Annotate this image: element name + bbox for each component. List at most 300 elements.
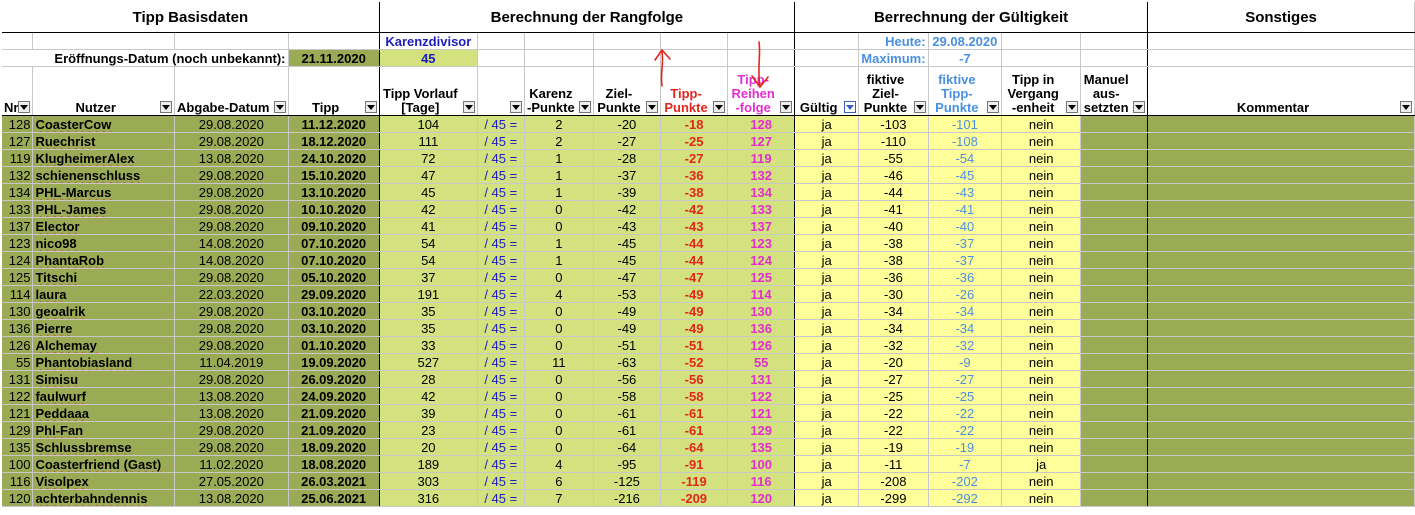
row-nr[interactable]: 133 [2,201,33,218]
row-kommentar[interactable] [1148,303,1415,320]
row-kommentar[interactable] [1148,184,1415,201]
row-fiktive-tipp-punkte[interactable]: -25 [928,388,1002,405]
row-gueltig[interactable]: ja [795,405,859,422]
row-ziel-punkte[interactable]: -63 [594,354,661,371]
row-tipp-punkte[interactable]: -44 [660,252,728,269]
row-abgabe-datum[interactable]: 29.08.2020 [175,320,288,337]
row-tipp-datum[interactable]: 21.09.2020 [288,422,379,439]
row-reihenfolge[interactable]: 137 [728,218,795,235]
row-nutzer[interactable]: Simisu [33,371,175,388]
row-karenz-punkte[interactable]: 0 [524,422,593,439]
row-manuel-aussetzten[interactable] [1081,337,1148,354]
row-tipp-vorlauf[interactable]: 45 [379,184,477,201]
row-karenz-punkte[interactable]: 0 [524,439,593,456]
row-nutzer[interactable]: Elector [33,218,175,235]
row-abgabe-datum[interactable]: 22.03.2020 [175,286,288,303]
row-kommentar[interactable] [1148,456,1415,473]
row-karenz-punkte[interactable]: 0 [524,303,593,320]
row-tipp-punkte[interactable]: -49 [660,320,728,337]
row-fiktive-tipp-punkte[interactable]: -26 [928,286,1002,303]
row-nr[interactable]: 120 [2,490,33,507]
row-kommentar[interactable] [1148,235,1415,252]
row-divisor[interactable]: / 45 = [477,201,524,218]
row-gueltig[interactable]: ja [795,167,859,184]
row-vergangenheit[interactable]: nein [1002,303,1081,320]
row-vergangenheit[interactable]: nein [1002,184,1081,201]
row-reihenfolge[interactable]: 128 [728,116,795,133]
row-tipp-datum[interactable]: 18.09.2020 [288,439,379,456]
row-tipp-punkte[interactable]: -18 [660,116,728,133]
row-gueltig[interactable]: ja [795,320,859,337]
row-nr[interactable]: 116 [2,473,33,490]
row-abgabe-datum[interactable]: 29.08.2020 [175,422,288,439]
row-gueltig[interactable]: ja [795,116,859,133]
row-divisor[interactable]: / 45 = [477,116,524,133]
row-karenz-punkte[interactable]: 6 [524,473,593,490]
row-fiktive-tipp-punkte[interactable]: -101 [928,116,1002,133]
row-vergangenheit[interactable]: nein [1002,371,1081,388]
row-tipp-punkte[interactable]: -91 [660,456,728,473]
row-fiktive-tipp-punkte[interactable]: -43 [928,184,1002,201]
row-tipp-vorlauf[interactable]: 39 [379,405,477,422]
row-abgabe-datum[interactable]: 29.08.2020 [175,218,288,235]
row-fiktive-ziel-punkte[interactable]: -40 [859,218,928,235]
row-divisor[interactable]: / 45 = [477,303,524,320]
row-tipp-datum[interactable]: 21.09.2020 [288,405,379,422]
row-nutzer[interactable]: Pierre [33,320,175,337]
row-manuel-aussetzten[interactable] [1081,218,1148,235]
row-manuel-aussetzten[interactable] [1081,167,1148,184]
row-tipp-datum[interactable]: 10.10.2020 [288,201,379,218]
row-divisor[interactable]: / 45 = [477,235,524,252]
row-abgabe-datum[interactable]: 29.08.2020 [175,269,288,286]
row-fiktive-tipp-punkte[interactable]: -37 [928,235,1002,252]
row-karenz-punkte[interactable]: 11 [524,354,593,371]
row-abgabe-datum[interactable]: 29.08.2020 [175,116,288,133]
row-reihenfolge[interactable]: 129 [728,422,795,439]
row-karenz-punkte[interactable]: 2 [524,133,593,150]
row-tipp-punkte[interactable]: -52 [660,354,728,371]
row-tipp-punkte[interactable]: -27 [660,150,728,167]
row-ziel-punkte[interactable]: -51 [594,337,661,354]
row-abgabe-datum[interactable]: 14.08.2020 [175,252,288,269]
row-fiktive-tipp-punkte[interactable]: -45 [928,167,1002,184]
row-tipp-punkte[interactable]: -61 [660,405,728,422]
row-nr[interactable]: 132 [2,167,33,184]
row-tipp-datum[interactable]: 07.10.2020 [288,235,379,252]
row-tipp-vorlauf[interactable]: 191 [379,286,477,303]
row-reihenfolge[interactable]: 136 [728,320,795,337]
row-nutzer[interactable]: faulwurf [33,388,175,405]
row-divisor[interactable]: / 45 = [477,439,524,456]
row-kommentar[interactable] [1148,388,1415,405]
row-reihenfolge[interactable]: 121 [728,405,795,422]
row-kommentar[interactable] [1148,218,1415,235]
row-tipp-datum[interactable]: 19.09.2020 [288,354,379,371]
row-kommentar[interactable] [1148,133,1415,150]
row-fiktive-tipp-punkte[interactable]: -19 [928,439,1002,456]
row-tipp-datum[interactable]: 03.10.2020 [288,320,379,337]
row-tipp-punkte[interactable]: -38 [660,184,728,201]
row-tipp-datum[interactable]: 29.09.2020 [288,286,379,303]
row-nr[interactable]: 130 [2,303,33,320]
row-vergangenheit[interactable]: nein [1002,337,1081,354]
row-tipp-vorlauf[interactable]: 189 [379,456,477,473]
row-vergangenheit[interactable]: ja [1002,456,1081,473]
row-tipp-punkte[interactable]: -56 [660,371,728,388]
row-fiktive-ziel-punkte[interactable]: -34 [859,303,928,320]
row-nr[interactable]: 128 [2,116,33,133]
row-tipp-punkte[interactable]: -49 [660,303,728,320]
filter-dropdown-icon[interactable] [579,101,591,113]
row-karenz-punkte[interactable]: 2 [524,116,593,133]
row-tipp-punkte[interactable]: -119 [660,473,728,490]
row-ziel-punkte[interactable]: -61 [594,422,661,439]
filter-dropdown-icon[interactable] [274,101,286,113]
row-gueltig[interactable]: ja [795,150,859,167]
row-karenz-punkte[interactable]: 1 [524,167,593,184]
row-abgabe-datum[interactable]: 11.02.2020 [175,456,288,473]
row-manuel-aussetzten[interactable] [1081,405,1148,422]
row-abgabe-datum[interactable]: 13.08.2020 [175,150,288,167]
row-karenz-punkte[interactable]: 0 [524,320,593,337]
row-ziel-punkte[interactable]: -20 [594,116,661,133]
row-tipp-vorlauf[interactable]: 54 [379,235,477,252]
row-tipp-datum[interactable]: 26.03.2021 [288,473,379,490]
row-gueltig[interactable]: ja [795,235,859,252]
row-nr[interactable]: 114 [2,286,33,303]
row-nutzer[interactable]: PhantaRob [33,252,175,269]
row-abgabe-datum[interactable]: 14.08.2020 [175,235,288,252]
filter-dropdown-icon[interactable] [510,101,522,113]
row-manuel-aussetzten[interactable] [1081,456,1148,473]
row-kommentar[interactable] [1148,490,1415,507]
row-manuel-aussetzten[interactable] [1081,252,1148,269]
row-tipp-vorlauf[interactable]: 28 [379,371,477,388]
row-gueltig[interactable]: ja [795,422,859,439]
row-fiktive-tipp-punkte[interactable]: -36 [928,269,1002,286]
row-reihenfolge[interactable]: 100 [728,456,795,473]
row-nutzer[interactable]: Visolpex [33,473,175,490]
row-ziel-punkte[interactable]: -61 [594,405,661,422]
row-divisor[interactable]: / 45 = [477,473,524,490]
row-karenz-punkte[interactable]: 1 [524,184,593,201]
row-fiktive-ziel-punkte[interactable]: -41 [859,201,928,218]
row-tipp-datum[interactable]: 18.08.2020 [288,456,379,473]
row-manuel-aussetzten[interactable] [1081,201,1148,218]
row-tipp-datum[interactable]: 18.12.2020 [288,133,379,150]
row-vergangenheit[interactable]: nein [1002,439,1081,456]
row-nutzer[interactable]: achterbahndennis [33,490,175,507]
row-nutzer[interactable]: CoasterCow [33,116,175,133]
row-manuel-aussetzten[interactable] [1081,184,1148,201]
row-ziel-punkte[interactable]: -47 [594,269,661,286]
row-abgabe-datum[interactable]: 29.08.2020 [175,371,288,388]
row-manuel-aussetzten[interactable] [1081,388,1148,405]
row-ziel-punkte[interactable]: -37 [594,167,661,184]
row-fiktive-tipp-punkte[interactable]: -9 [928,354,1002,371]
row-tipp-punkte[interactable]: -51 [660,337,728,354]
row-abgabe-datum[interactable]: 29.08.2020 [175,167,288,184]
row-ziel-punkte[interactable]: -28 [594,150,661,167]
filter-dropdown-icon[interactable] [780,101,792,113]
row-tipp-punkte[interactable]: -43 [660,218,728,235]
row-fiktive-tipp-punkte[interactable]: -37 [928,252,1002,269]
row-nr[interactable]: 134 [2,184,33,201]
row-gueltig[interactable]: ja [795,133,859,150]
row-fiktive-ziel-punkte[interactable]: -299 [859,490,928,507]
row-tipp-vorlauf[interactable]: 41 [379,218,477,235]
row-divisor[interactable]: / 45 = [477,456,524,473]
filter-dropdown-icon[interactable] [160,101,172,113]
row-nutzer[interactable]: Coasterfriend (Gast) [33,456,175,473]
row-karenz-punkte[interactable]: 0 [524,405,593,422]
row-tipp-vorlauf[interactable]: 35 [379,303,477,320]
row-nr[interactable]: 100 [2,456,33,473]
row-tipp-punkte[interactable]: -44 [660,235,728,252]
row-fiktive-tipp-punkte[interactable]: -34 [928,303,1002,320]
row-karenz-punkte[interactable]: 1 [524,235,593,252]
row-ziel-punkte[interactable]: -49 [594,320,661,337]
row-fiktive-tipp-punkte[interactable]: -292 [928,490,1002,507]
filter-dropdown-icon[interactable] [713,101,725,113]
row-tipp-vorlauf[interactable]: 35 [379,320,477,337]
row-manuel-aussetzten[interactable] [1081,439,1148,456]
filter-dropdown-icon[interactable] [1400,101,1412,113]
row-nr[interactable]: 125 [2,269,33,286]
row-divisor[interactable]: / 45 = [477,337,524,354]
row-nutzer[interactable]: Alchemay [33,337,175,354]
row-nutzer[interactable]: PHL-Marcus [33,184,175,201]
row-divisor[interactable]: / 45 = [477,320,524,337]
row-tipp-vorlauf[interactable]: 33 [379,337,477,354]
row-vergangenheit[interactable]: nein [1002,405,1081,422]
row-karenz-punkte[interactable]: 0 [524,337,593,354]
row-fiktive-ziel-punkte[interactable]: -19 [859,439,928,456]
row-divisor[interactable]: / 45 = [477,405,524,422]
row-tipp-vorlauf[interactable]: 20 [379,439,477,456]
row-karenz-punkte[interactable]: 7 [524,490,593,507]
row-divisor[interactable]: / 45 = [477,371,524,388]
row-nutzer[interactable]: Peddaaa [33,405,175,422]
row-ziel-punkte[interactable]: -64 [594,439,661,456]
row-abgabe-datum[interactable]: 11.04.2019 [175,354,288,371]
row-tipp-datum[interactable]: 01.10.2020 [288,337,379,354]
row-tipp-datum[interactable]: 11.12.2020 [288,116,379,133]
row-kommentar[interactable] [1148,354,1415,371]
row-abgabe-datum[interactable]: 29.08.2020 [175,133,288,150]
row-kommentar[interactable] [1148,473,1415,490]
filter-dropdown-icon[interactable] [914,101,926,113]
row-gueltig[interactable]: ja [795,286,859,303]
row-tipp-vorlauf[interactable]: 37 [379,269,477,286]
row-vergangenheit[interactable]: nein [1002,167,1081,184]
row-manuel-aussetzten[interactable] [1081,269,1148,286]
row-fiktive-tipp-punkte[interactable]: -108 [928,133,1002,150]
row-gueltig[interactable]: ja [795,456,859,473]
row-nr[interactable]: 136 [2,320,33,337]
row-divisor[interactable]: / 45 = [477,252,524,269]
row-kommentar[interactable] [1148,371,1415,388]
row-karenz-punkte[interactable]: 0 [524,218,593,235]
row-ziel-punkte[interactable]: -58 [594,388,661,405]
row-tipp-punkte[interactable]: -25 [660,133,728,150]
row-divisor[interactable]: / 45 = [477,269,524,286]
row-vergangenheit[interactable]: nein [1002,286,1081,303]
row-vergangenheit[interactable]: nein [1002,354,1081,371]
row-kommentar[interactable] [1148,269,1415,286]
row-gueltig[interactable]: ja [795,371,859,388]
row-tipp-datum[interactable]: 24.09.2020 [288,388,379,405]
row-tipp-datum[interactable]: 13.10.2020 [288,184,379,201]
row-reihenfolge[interactable]: 134 [728,184,795,201]
row-fiktive-tipp-punkte[interactable]: -40 [928,218,1002,235]
row-tipp-punkte[interactable]: -49 [660,286,728,303]
row-nr[interactable]: 121 [2,405,33,422]
row-nr[interactable]: 123 [2,235,33,252]
row-fiktive-ziel-punkte[interactable]: -44 [859,184,928,201]
row-abgabe-datum[interactable]: 29.08.2020 [175,201,288,218]
row-fiktive-ziel-punkte[interactable]: -34 [859,320,928,337]
row-kommentar[interactable] [1148,439,1415,456]
row-divisor[interactable]: / 45 = [477,422,524,439]
row-manuel-aussetzten[interactable] [1081,473,1148,490]
row-vergangenheit[interactable]: nein [1002,490,1081,507]
row-vergangenheit[interactable]: nein [1002,116,1081,133]
row-divisor[interactable]: / 45 = [477,218,524,235]
row-tipp-datum[interactable]: 26.09.2020 [288,371,379,388]
row-tipp-datum[interactable]: 24.10.2020 [288,150,379,167]
row-manuel-aussetzten[interactable] [1081,490,1148,507]
filter-dropdown-icon[interactable] [1133,101,1145,113]
row-nutzer[interactable]: schienenschluss [33,167,175,184]
row-ziel-punkte[interactable]: -56 [594,371,661,388]
row-tipp-punkte[interactable]: -209 [660,490,728,507]
row-divisor[interactable]: / 45 = [477,133,524,150]
row-manuel-aussetzten[interactable] [1081,116,1148,133]
row-fiktive-ziel-punkte[interactable]: -110 [859,133,928,150]
row-karenz-punkte[interactable]: 0 [524,371,593,388]
row-nr[interactable]: 119 [2,150,33,167]
row-kommentar[interactable] [1148,320,1415,337]
row-karenz-punkte[interactable]: 1 [524,150,593,167]
row-tipp-vorlauf[interactable]: 47 [379,167,477,184]
row-abgabe-datum[interactable]: 29.08.2020 [175,303,288,320]
row-gueltig[interactable]: ja [795,269,859,286]
row-divisor[interactable]: / 45 = [477,184,524,201]
row-vergangenheit[interactable]: nein [1002,235,1081,252]
row-karenz-punkte[interactable]: 4 [524,286,593,303]
row-gueltig[interactable]: ja [795,201,859,218]
row-gueltig[interactable]: ja [795,490,859,507]
row-divisor[interactable]: / 45 = [477,286,524,303]
row-nr[interactable]: 129 [2,422,33,439]
filter-dropdown-icon[interactable] [18,101,30,113]
row-fiktive-tipp-punkte[interactable]: -54 [928,150,1002,167]
row-tipp-datum[interactable]: 03.10.2020 [288,303,379,320]
row-divisor[interactable]: / 45 = [477,388,524,405]
row-nr[interactable]: 124 [2,252,33,269]
row-ziel-punkte[interactable]: -27 [594,133,661,150]
row-fiktive-ziel-punkte[interactable]: -27 [859,371,928,388]
row-ziel-punkte[interactable]: -42 [594,201,661,218]
filter-dropdown-icon[interactable] [987,101,999,113]
filter-dropdown-icon[interactable] [646,101,658,113]
row-ziel-punkte[interactable]: -95 [594,456,661,473]
row-fiktive-ziel-punkte[interactable]: -20 [859,354,928,371]
row-fiktive-ziel-punkte[interactable]: -103 [859,116,928,133]
row-ziel-punkte[interactable]: -45 [594,252,661,269]
row-gueltig[interactable]: ja [795,184,859,201]
row-reihenfolge[interactable]: 130 [728,303,795,320]
row-nr[interactable]: 137 [2,218,33,235]
row-reihenfolge[interactable]: 135 [728,439,795,456]
row-gueltig[interactable]: ja [795,218,859,235]
row-reihenfolge[interactable]: 124 [728,252,795,269]
karenzdivisor-value[interactable]: 45 [379,50,477,67]
row-manuel-aussetzten[interactable] [1081,320,1148,337]
row-fiktive-ziel-punkte[interactable]: -36 [859,269,928,286]
row-kommentar[interactable] [1148,337,1415,354]
row-nr[interactable]: 126 [2,337,33,354]
row-fiktive-ziel-punkte[interactable]: -38 [859,235,928,252]
row-ziel-punkte[interactable]: -125 [594,473,661,490]
row-abgabe-datum[interactable]: 27.05.2020 [175,473,288,490]
row-tipp-vorlauf[interactable]: 104 [379,116,477,133]
row-tipp-vorlauf[interactable]: 316 [379,490,477,507]
row-manuel-aussetzten[interactable] [1081,286,1148,303]
row-reihenfolge[interactable]: 116 [728,473,795,490]
filter-dropdown-icon[interactable] [463,101,475,113]
row-abgabe-datum[interactable]: 13.08.2020 [175,388,288,405]
row-ziel-punkte[interactable]: -39 [594,184,661,201]
row-kommentar[interactable] [1148,252,1415,269]
row-vergangenheit[interactable]: nein [1002,422,1081,439]
row-kommentar[interactable] [1148,405,1415,422]
row-nr[interactable]: 131 [2,371,33,388]
row-nutzer[interactable]: Phl-Fan [33,422,175,439]
row-tipp-vorlauf[interactable]: 72 [379,150,477,167]
row-fiktive-ziel-punkte[interactable]: -55 [859,150,928,167]
row-fiktive-tipp-punkte[interactable]: -22 [928,422,1002,439]
row-nutzer[interactable]: geoalrik [33,303,175,320]
row-tipp-datum[interactable]: 25.06.2021 [288,490,379,507]
row-nutzer[interactable]: KlugheimerAlex [33,150,175,167]
row-nr[interactable]: 127 [2,133,33,150]
row-abgabe-datum[interactable]: 29.08.2020 [175,184,288,201]
row-vergangenheit[interactable]: nein [1002,320,1081,337]
eroeffnung-date-cell[interactable]: 21.11.2020 [288,50,379,67]
row-gueltig[interactable]: ja [795,303,859,320]
row-manuel-aussetzten[interactable] [1081,133,1148,150]
row-nutzer[interactable]: Phantobiasland [33,354,175,371]
row-fiktive-ziel-punkte[interactable]: -25 [859,388,928,405]
row-reihenfolge[interactable]: 119 [728,150,795,167]
row-divisor[interactable]: / 45 = [477,354,524,371]
row-nutzer[interactable]: Ruechrist [33,133,175,150]
filter-active-icon[interactable] [844,101,856,113]
row-abgabe-datum[interactable]: 13.08.2020 [175,405,288,422]
row-reihenfolge[interactable]: 133 [728,201,795,218]
row-divisor[interactable]: / 45 = [477,490,524,507]
row-fiktive-ziel-punkte[interactable]: -46 [859,167,928,184]
row-abgabe-datum[interactable]: 13.08.2020 [175,490,288,507]
row-nutzer[interactable]: PHL-James [33,201,175,218]
row-tipp-datum[interactable]: 15.10.2020 [288,167,379,184]
row-karenz-punkte[interactable]: 0 [524,269,593,286]
row-abgabe-datum[interactable]: 29.08.2020 [175,337,288,354]
row-fiktive-ziel-punkte[interactable]: -32 [859,337,928,354]
